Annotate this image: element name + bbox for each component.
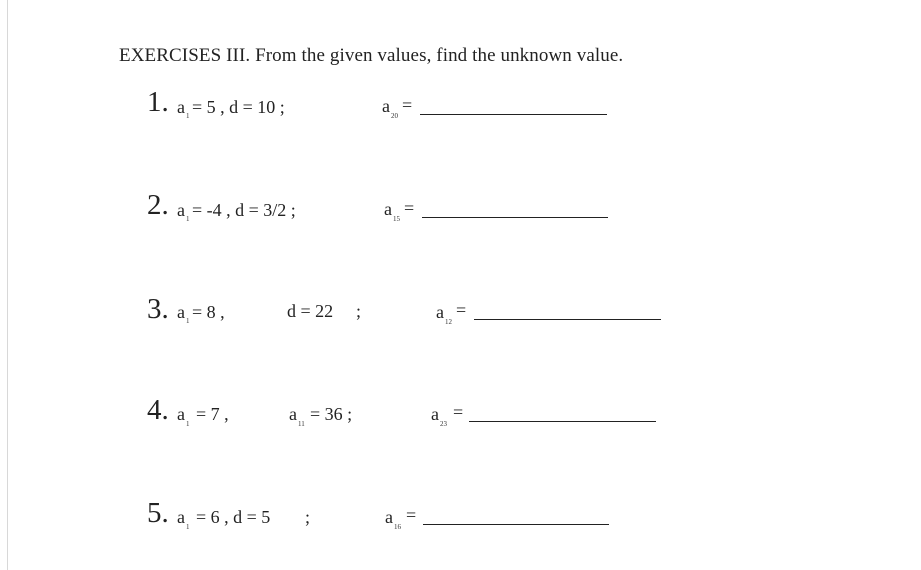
subscript: 1 (186, 112, 190, 120)
variable-a: a (177, 302, 185, 322)
unknown-subscript: 23 (440, 420, 447, 428)
given-values: = 5 , d = 10 ; (192, 97, 285, 117)
exercise-number: 4. (147, 394, 169, 426)
subscript: 1 (186, 317, 190, 325)
variable-a: a (177, 97, 185, 117)
subscript: 1 (186, 420, 190, 428)
exercise-number: 3. (147, 293, 169, 325)
unknown-subscript: 20 (391, 112, 398, 120)
equals-sign: = (406, 505, 417, 525)
subscript: 1 (186, 215, 190, 223)
unknown-subscript: 15 (393, 215, 400, 223)
exercise-number: 2. (147, 189, 169, 221)
exercise-number: 1. (147, 86, 169, 118)
unknown-subscript: 16 (394, 523, 401, 531)
unknown-variable: a (384, 199, 392, 219)
answer-blank[interactable] (469, 421, 656, 422)
semicolon: ; (356, 301, 362, 321)
semicolon: ; (305, 507, 311, 527)
answer-blank[interactable] (423, 524, 609, 525)
unknown-variable: a (385, 507, 393, 527)
equals-sign: = (453, 402, 464, 422)
unknown-variable: a (382, 96, 390, 116)
given-values-2: = 36 ; (310, 404, 353, 424)
equals-sign: = (404, 198, 415, 218)
given-values: = 7 , (196, 404, 229, 424)
variable-a: a (177, 200, 185, 220)
variable-a: a (177, 507, 185, 527)
equals-sign: = (402, 95, 413, 115)
variable-a-2: a (289, 404, 297, 424)
variable-a: a (177, 404, 185, 424)
exercise-number: 5. (147, 497, 169, 529)
page-left-edge (7, 0, 8, 570)
unknown-variable: a (436, 302, 444, 322)
equals-sign: = (456, 300, 467, 320)
unknown-subscript: 12 (445, 318, 452, 326)
given-values: = 8 , (192, 302, 225, 322)
given-values: = 6 , d = 5 (196, 507, 271, 527)
given-values-2: d = 22 (287, 301, 334, 321)
subscript: 1 (186, 523, 190, 531)
subscript-2: 11 (298, 420, 305, 428)
answer-blank[interactable] (474, 319, 661, 320)
answer-blank[interactable] (422, 217, 608, 218)
given-values: = -4 , d = 3/2 ; (192, 200, 296, 220)
unknown-variable: a (431, 404, 439, 424)
exercise-title: EXERCISES III. From the given values, find the unknown value. (119, 45, 624, 66)
answer-blank[interactable] (420, 114, 607, 115)
